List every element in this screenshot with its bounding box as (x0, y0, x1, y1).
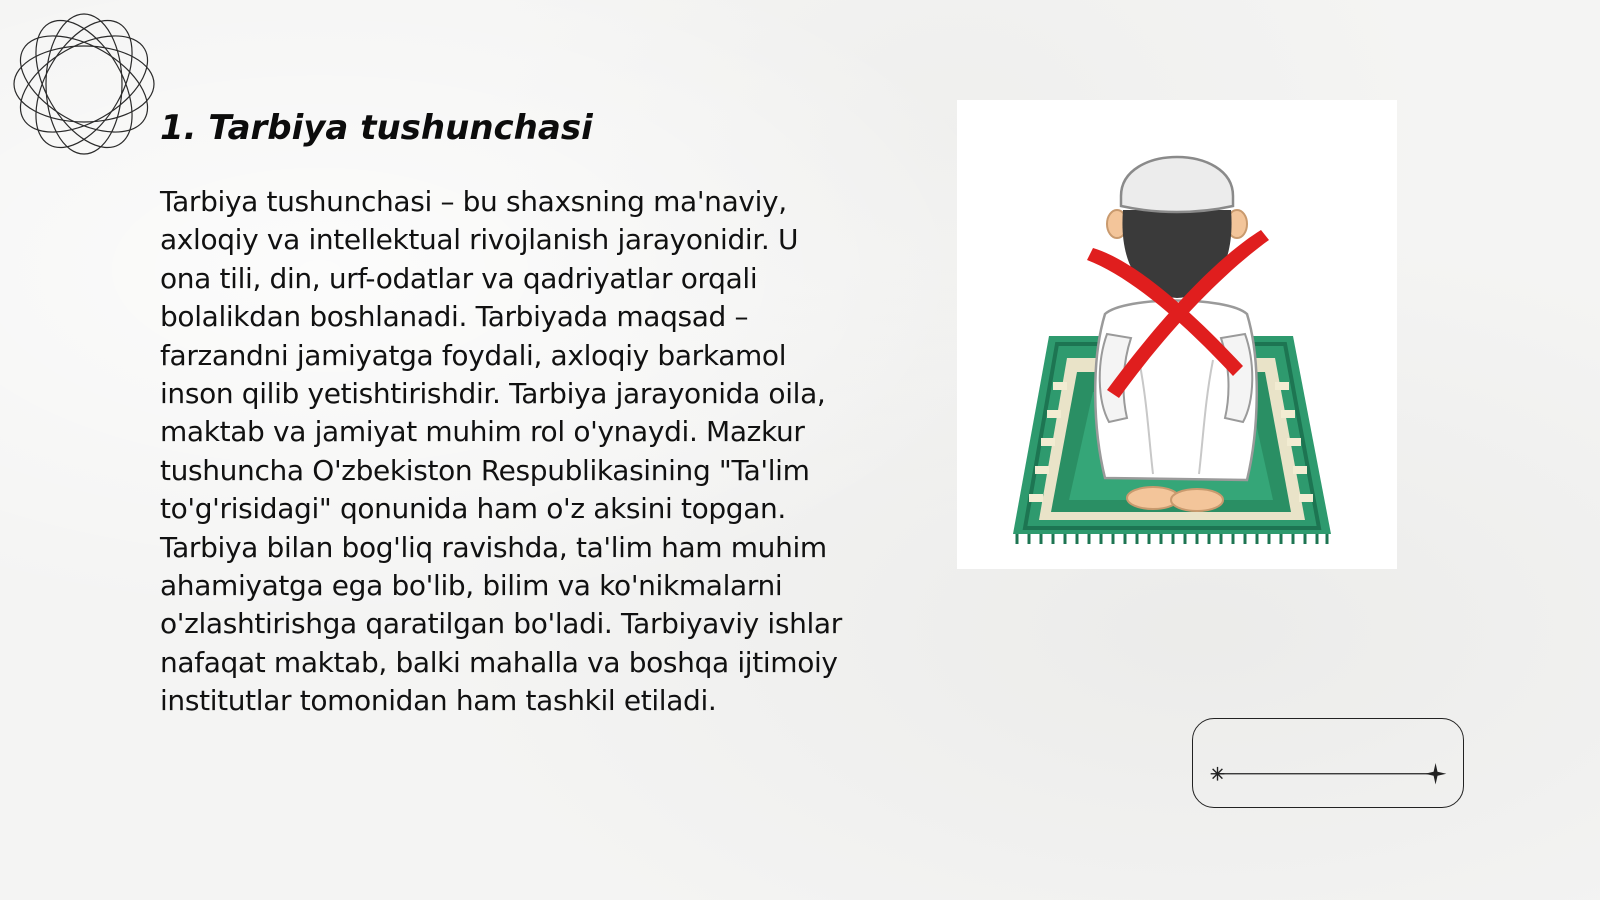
praying-boy-illustration (957, 100, 1397, 569)
praying-boy-icon (1095, 157, 1257, 511)
line-with-sparkle-icon (1193, 719, 1463, 807)
slide-body-text: Tarbiya tushunchasi – bu shaxsning ma'naviy, axloqiy va intellektual rivojlanish jarayonidir. U ona tili, din, urf-odatlar va qadriyatlar orqali bolalikdan boshlanadi. Tarbiyada maqsad – farzandni jamiyatga foydali, axloqiy barkamol inson qilib yetishtirishdir. Tarbiya jarayonida oila, maktab va jamiyat muhim rol o'ynaydi. Mazkur tushuncha O'zbekiston Respublikasining "Ta'lim to'g'risidagi" qonunida ham o'z aksini topgan. Tarbiya bilan bog'liq ravishda, ta'lim ham muhim ahamiyatga ega bo'lib, bilim va ko'nikmalarni o'zlashtirishga qaratilgan bo'ladi. Tarbiyaviy ishlar nafaqat maktab, balki mahalla va boshqa ijtimoiy institutlar tomonidan ham tashkil etiladi. (160, 185, 842, 718)
slide-title: 1. Tarbiya tushunchasi (160, 108, 593, 148)
decorative-line-box (1192, 718, 1464, 808)
spirograph-rings-icon (10, 10, 158, 158)
